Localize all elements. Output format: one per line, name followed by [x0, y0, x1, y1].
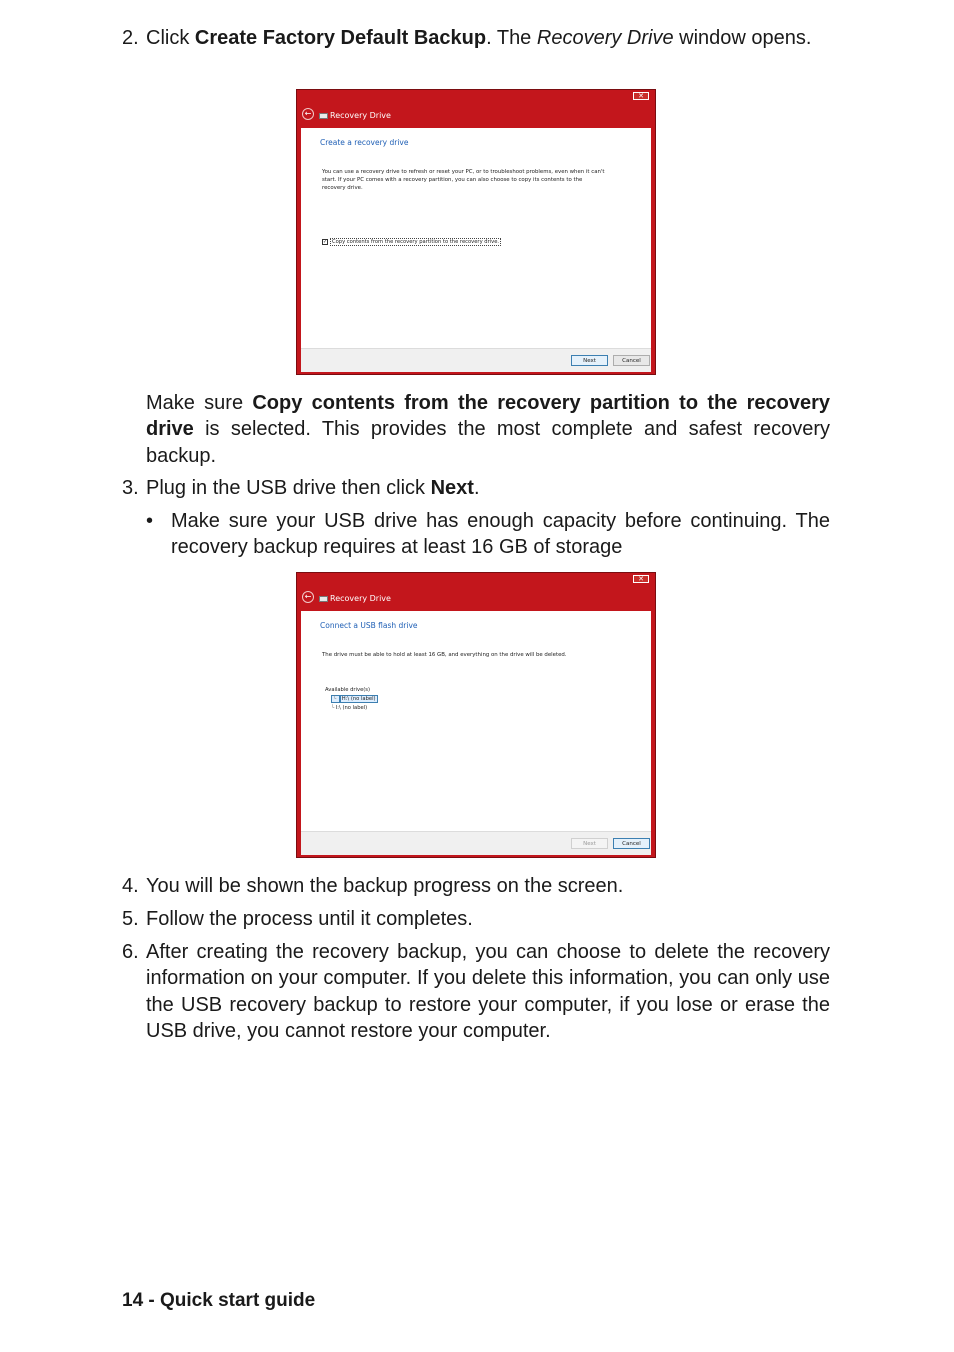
step-6-text: After creating the recovery backup, you can choose to delete the recovery information on your computer. If you delete this information, you can only use the USB recovery backup to restore your computer, if you lose or erase the USB drive, you cannot restore your computer. [146, 941, 830, 1042]
step-2-suffix: window opens. [673, 27, 812, 49]
recovery-description: You can use a recovery drive to refresh or reset your PC, or to troubleshoot problems, even when it can't start. If your PC comes with a recovery partition, you can also choose to copy its contents to the recovery drive. [322, 169, 605, 191]
connect-usb-heading: Connect a USB flash drive [320, 621, 418, 630]
step-5-text: Follow the process until it completes. [146, 908, 473, 930]
cancel-button: Cancel [613, 355, 650, 366]
create-factory-default-backup-label: Create Factory Default Backup [194, 27, 487, 49]
drive-item-i: └ I:\ (no label) [331, 705, 368, 711]
step-2-prefix: Click [146, 27, 195, 49]
drive-icon [319, 113, 328, 119]
bullet-icon: • [146, 510, 154, 532]
next-label: Next [430, 477, 474, 499]
copy-contents-checkbox-label: Copy contents from the recovery partition to the recovery drive. [332, 239, 500, 245]
back-arrow-icon: ← [302, 591, 314, 603]
drive-icon [319, 596, 328, 602]
drive-h-label: H:\ (no label) [341, 696, 376, 702]
step-6-number: 6. [122, 941, 139, 963]
note-prefix: Make sure [146, 392, 253, 414]
step-2-mid: . The [486, 27, 537, 49]
step-4-text: You will be shown the backup progress on the screen. [146, 875, 624, 897]
window-titlebar [297, 90, 655, 100]
page-footer-title: 14 - Quick start guide [122, 1290, 316, 1311]
step-4-number: 4. [122, 875, 139, 897]
copy-contents-option-label: Copy contents from the recovery partition to the recovery drive [146, 392, 830, 441]
recovery-drive-screenshot-2 [296, 572, 656, 858]
step-3-prefix: Plug in the USB drive then click [146, 477, 431, 499]
window-footer [301, 831, 651, 855]
window-header [297, 583, 655, 611]
close-icon: ✕ [633, 575, 649, 583]
available-drives-list [325, 686, 378, 713]
recovery-drive-screenshot-1 [296, 89, 656, 375]
window-title: Recovery Drive [330, 111, 391, 120]
step-3-suffix: . [473, 477, 480, 499]
window-header [297, 100, 655, 128]
step-3-number: 3. [122, 477, 139, 499]
window-content [301, 611, 651, 831]
close-icon: ✕ [633, 92, 649, 100]
next-button: Next [571, 355, 608, 366]
note-suffix: is selected. This provides the most complete and safest recovery backup. [146, 418, 830, 467]
drive-i-label: I:\ (no label) [335, 705, 368, 711]
window-titlebar [297, 573, 655, 583]
next-button: Next [571, 838, 608, 849]
back-arrow-icon: ← [302, 108, 314, 120]
step-3-text [146, 475, 830, 501]
step-5-number: 5. [122, 908, 139, 930]
drive-item-h: └ H:\ (no label) [333, 696, 376, 702]
create-recovery-drive-heading: Create a recovery drive [320, 138, 409, 147]
window-title: Recovery Drive [330, 594, 391, 603]
copy-contents-checkbox-row [322, 238, 501, 246]
usb-requirement-description: The drive must be able to hold at least 16 GB, and everything on the drive will be deleted. [322, 652, 567, 658]
window-content [301, 128, 651, 348]
cancel-button: Cancel [613, 838, 650, 849]
step-2-text [146, 25, 830, 51]
step-2-number: 2. [122, 27, 139, 49]
window-footer [301, 348, 651, 372]
checkbox-checked-icon: ✓ [323, 239, 328, 245]
usb-capacity-bullet: Make sure your USB drive has enough capacity before continuing. The recovery backup requires at least 16 GB of storage [171, 510, 830, 559]
available-drives-label: Available drive(s) [325, 687, 371, 693]
note-paragraph [146, 390, 830, 469]
recovery-drive-label: Recovery Drive [536, 27, 674, 49]
